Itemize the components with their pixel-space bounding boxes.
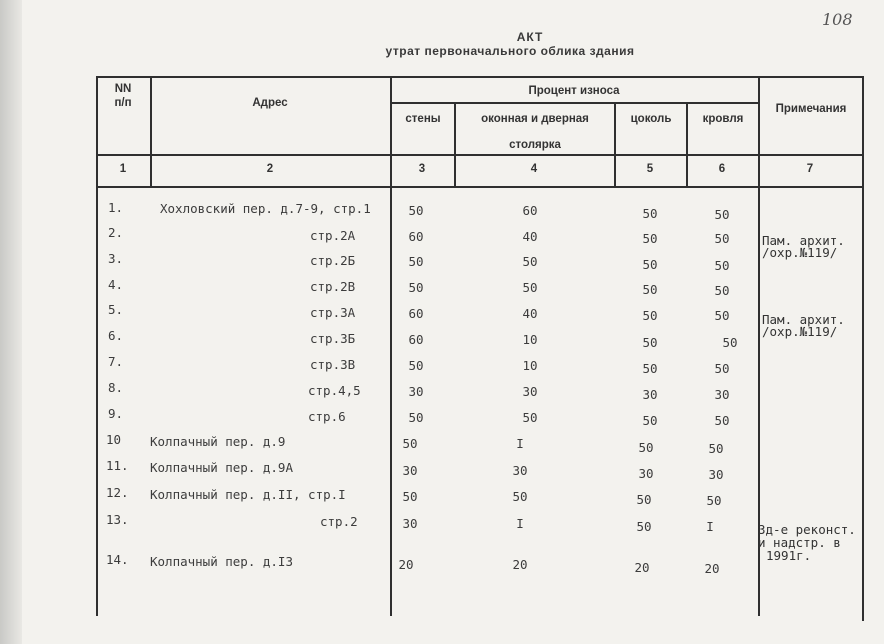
row-walls: 60 [408, 306, 424, 321]
row-roof: 50 [714, 283, 730, 298]
row-windows: 40 [522, 229, 538, 244]
row-plinth: 50 [642, 206, 658, 221]
row-windows: I [516, 436, 524, 451]
row-number: 1. [108, 200, 124, 215]
row-walls: 30 [402, 516, 418, 531]
column-number-1: 1 [119, 163, 127, 175]
row-plinth: 50 [642, 257, 658, 272]
row-plinth: 50 [642, 231, 658, 246]
row-address: стр.3А [310, 305, 356, 320]
note-monument-2-line1: Пам. архит. [762, 312, 845, 327]
row-plinth: 50 [642, 282, 658, 297]
row-plinth: 30 [638, 466, 654, 481]
page-number: 108 [822, 10, 853, 29]
note-reconstruction-line2: и надстр. в [758, 535, 841, 550]
row-walls: 20 [398, 557, 414, 572]
row-number: 9. [108, 406, 124, 421]
row-walls: 50 [402, 489, 418, 504]
row-address: Колпачный пер. д.9А [150, 460, 293, 475]
header-notes: Примечания [775, 103, 847, 115]
row-walls: 60 [408, 229, 424, 244]
row-number: 8. [108, 380, 124, 395]
row-windows: 30 [522, 384, 538, 399]
row-address: стр.6 [308, 409, 346, 424]
row-address: Колпачный пер. д.I3 [150, 554, 293, 569]
row-number: 14. [106, 552, 129, 567]
row-plinth: 50 [642, 308, 658, 323]
row-windows: 40 [522, 306, 538, 321]
row-roof: 30 [714, 387, 730, 402]
row-number: 6. [108, 328, 124, 343]
row-walls: 60 [408, 332, 424, 347]
row-number: 7. [108, 354, 124, 369]
column-number-7: 7 [806, 163, 814, 175]
row-address: Колпачный пер. д.9 [150, 434, 286, 449]
row-windows: 50 [522, 280, 538, 295]
column-number-2: 2 [266, 163, 274, 175]
row-number: 3. [108, 251, 124, 266]
row-walls: 50 [408, 254, 424, 269]
header-windows-doors-line1: оконная и дверная [481, 113, 589, 125]
document-title: АКТ [516, 30, 544, 44]
note-monument-1-line2: /охр.№119/ [762, 245, 838, 260]
row-number: 10 [106, 432, 122, 447]
row-address: Колпачный пер. д.II, стр.I [150, 487, 346, 502]
row-number: 2. [108, 225, 124, 240]
header-walls: стены [405, 113, 441, 125]
row-walls: 50 [402, 436, 418, 451]
row-plinth: 50 [642, 361, 658, 376]
row-address: стр.2А [310, 228, 356, 243]
row-windows: 10 [522, 332, 538, 347]
document-subtitle: утрат первоначального облика здания [385, 44, 635, 58]
row-address: стр.2В [310, 279, 356, 294]
header-nn: NN [114, 83, 132, 95]
row-roof: 50 [714, 207, 730, 222]
header-wear-percent: Процент износа [528, 85, 620, 97]
row-address: стр.4,5 [308, 383, 361, 398]
row-windows: 50 [522, 410, 538, 425]
row-plinth: 50 [636, 519, 652, 534]
row-windows: 20 [512, 557, 528, 572]
row-roof: 50 [708, 441, 724, 456]
row-roof: 50 [706, 493, 722, 508]
row-roof: 20 [704, 561, 720, 576]
row-plinth: 50 [636, 492, 652, 507]
column-number-6: 6 [718, 163, 726, 175]
row-roof: 50 [714, 413, 730, 428]
row-walls: 50 [408, 358, 424, 373]
row-roof: 50 [714, 258, 730, 273]
row-plinth: 20 [634, 560, 650, 575]
row-walls: 50 [408, 410, 424, 425]
row-address: Хохловский пер. д.7-9, стр.1 [160, 201, 371, 216]
row-roof: I [706, 519, 714, 534]
row-walls: 50 [408, 203, 424, 218]
row-number: 13. [106, 512, 129, 527]
column-number-3: 3 [418, 163, 426, 175]
row-walls: 30 [402, 463, 418, 478]
note-reconstruction-line3: 1991г. [766, 548, 812, 563]
header-roof: кровля [702, 113, 744, 125]
header-pp: п/п [114, 97, 132, 109]
column-number-4: 4 [530, 163, 538, 175]
row-windows: 10 [522, 358, 538, 373]
header-address: Адрес [252, 97, 288, 109]
page-binding-shadow [0, 0, 22, 644]
row-windows: 30 [512, 463, 528, 478]
row-roof: 50 [714, 231, 730, 246]
row-roof: 50 [714, 308, 730, 323]
note-monument-1-line1: Пам. архит. [762, 233, 845, 248]
row-windows: I [516, 516, 524, 531]
row-number: 4. [108, 277, 124, 292]
row-number: 11. [106, 458, 129, 473]
row-address: стр.2 [320, 514, 358, 529]
header-plinth: цоколь [630, 113, 672, 125]
row-plinth: 30 [642, 387, 658, 402]
row-plinth: 50 [642, 413, 658, 428]
row-plinth: 50 [642, 335, 658, 350]
row-roof: 50 [722, 335, 738, 350]
row-address: стр.3Б [310, 331, 356, 346]
header-windows-doors-line2: столярка [509, 139, 561, 151]
row-number: 5. [108, 302, 124, 317]
row-address: стр.2Б [310, 253, 356, 268]
note-reconstruction-line1: Зд-е реконст. [758, 522, 856, 537]
row-walls: 30 [408, 384, 424, 399]
row-windows: 50 [522, 254, 538, 269]
row-address: стр.3В [310, 357, 356, 372]
column-number-5: 5 [646, 163, 654, 175]
row-plinth: 50 [638, 440, 654, 455]
row-walls: 50 [408, 280, 424, 295]
row-roof: 30 [708, 467, 724, 482]
row-windows: 50 [512, 489, 528, 504]
row-windows: 60 [522, 203, 538, 218]
row-number: 12. [106, 485, 129, 500]
row-roof: 50 [714, 361, 730, 376]
note-monument-2-line2: /охр.№119/ [762, 324, 838, 339]
